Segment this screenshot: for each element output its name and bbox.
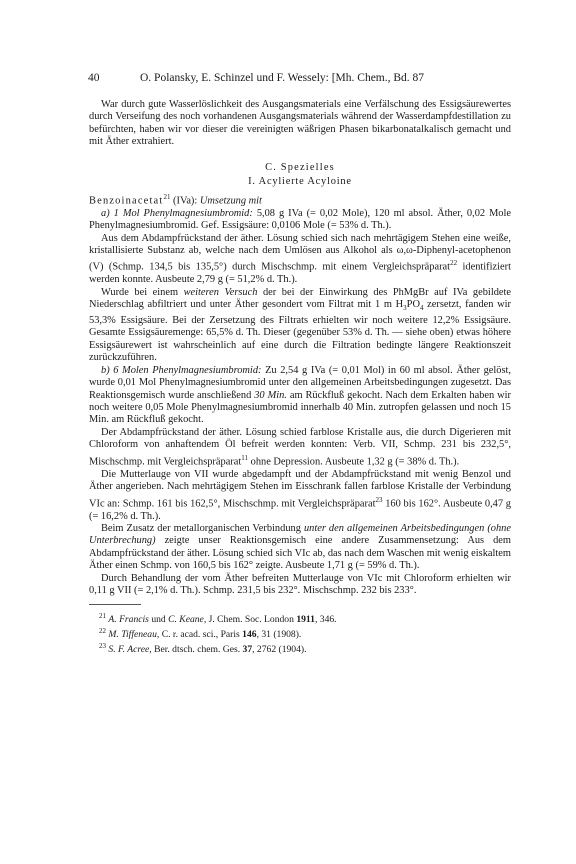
footnote-text: , J. Chem. Soc. London (203, 613, 297, 625)
paragraph-b-italic: 30 Min. (254, 389, 287, 401)
footnote (89, 611, 511, 626)
footnote-text: und (148, 613, 169, 625)
compound-subtitle: Umsetzung mit (199, 195, 262, 207)
footnote-number: 23 (99, 641, 106, 650)
footnote-number: 21 (99, 611, 106, 620)
paragraph-b-text: Zu 2,54 g IVa (= 0,01 Mol) in 60 ml absol. Äther gelöst, wurde 0,01 Mol Phenylmagnesiumbromid unter den allgemeinen Arbeitsbedingungen zugesetzt. Das Reaktionsgemisch wurde anschließend (89, 364, 511, 401)
footnote (89, 626, 511, 641)
paragraph-a (89, 208, 511, 233)
footnote-divider (89, 604, 141, 605)
paragraph-2-text: Aus dem Abdampfrückstand der äther. Lösung schied sich nach mehrtägigem Stehen eine weiße, kristallisierte Substanz ab, welche nach dem Umlösen aus Alkohol als ω,ω-Diphenyl-acetophenon (V) (Schmp. 134,5 bis 135,5°) durch Mischschmp. mit einem Vergleichspräparat (89, 232, 511, 273)
paragraph-4 (89, 427, 511, 469)
paragraph-5-text-cont: 160 bis 162°. Ausbeute 0,47 g (= 16,2% d. Th.). (89, 498, 511, 522)
paragraph-3-formula: PO (406, 299, 420, 311)
footnote (89, 641, 511, 656)
footnote-author: A. Francis (108, 613, 149, 625)
paragraph-3-text-end: zersetzt, fanden wir 53,3% Essigsäure. Bei der Zersetzung des Filtrats erhielten wir noch weitere 12,2% Essigsäure. Gesamte Essigsäuremenge: 65,5% d. Th. Dieser (gegenüber 53% d. Th. — siehe oben) etwas höhere Essigsäurewert ist wahrscheinlich auf eine durch die Filtration bedingte längere Reaktionszeit zurückzuführen. (89, 299, 511, 364)
footnote-ref: 22 (450, 259, 458, 268)
footnote-author: M. Tiffeneau (108, 628, 157, 640)
footnote-volume: 37 (242, 643, 253, 655)
paragraph-6 (89, 523, 511, 573)
subscript: 4 (419, 304, 424, 313)
compound-heading (89, 191, 511, 208)
paragraph-a-label: a) 1 Mol Phenylmagnesiumbromid: (101, 207, 253, 219)
paragraph-3 (89, 287, 511, 365)
intro-paragraph: War durch gute Wasserlöslichkeit des Ausgangsmaterials eine Verfälschung des Essigsäurewertes durch Verseifung des noch vorhandenen Ausgangsmaterials während der Wasserdampfdestillation zu befürchten, haben wir vor dieser die vereinigten wäßrigen Phasen bikarbonatalkalisch gemacht und mit Äther extrahiert. (89, 99, 511, 148)
page-number: 40 (88, 72, 100, 84)
paragraph-4-text-cont: ohne Depression. Ausbeute 1,32 g (= 38% d. Th.). (248, 456, 460, 468)
footnote-text: , 2762 (1904). (252, 643, 307, 655)
footnote-text: , C. r. acad. sci., Paris (156, 628, 243, 640)
subscript: 3 (403, 304, 407, 313)
paragraph-3-text: Wurde bei einem (101, 286, 184, 298)
footnote-volume: 146 (242, 628, 257, 640)
footnotes (89, 611, 511, 656)
compound-name: Benzoinacetat (89, 195, 164, 207)
compound-label: (IVa): (170, 195, 200, 207)
paragraph-5 (89, 469, 511, 523)
footnote-ref: 11 (241, 453, 249, 462)
paragraph-4-text: Der Abdampfrückstand der äther. Lösung schied farblose Kristalle aus, die durch Digerieren mit Chloroform von anhaftendem Öl befreit werden konnten: Verb. VII, Schmp. 231 bis 232,5°, Mischschmp. mit Vergleichspräparat (89, 426, 511, 468)
paragraph-b-label: b) 6 Molen Phenylmagnesiumbromid: (101, 364, 262, 376)
paragraph-2 (89, 233, 511, 287)
section-heading: C. Spezielles (265, 161, 335, 173)
footnote-text: , 346. (314, 613, 337, 625)
footnote-number: 22 (99, 626, 106, 635)
article-body (89, 99, 511, 656)
paragraph-3-text-cont: der bei der Einwirkung des PhMgBr auf IVa gebildete Niederschlag abfiltriert und unter Äther gesondert vom Filtrat mit 1 m H (89, 286, 512, 311)
footnote-volume: 1911 (296, 613, 315, 625)
subsection-heading: I. Acylierte Acyloine (248, 176, 352, 188)
paragraph-6-text: Beim Zusatz der metallorganischen Verbindung (101, 523, 304, 534)
footnote-text: , 31 (1908). (256, 628, 302, 640)
paragraph-2-text-cont: identifiziert werden konnte. Ausbeute 2,79 g (= 51,2% d. Th.). (89, 261, 511, 286)
footnote-author: S. F. Acree (108, 643, 150, 655)
footnote-ref: 21 (163, 192, 171, 201)
paragraph-b (89, 365, 511, 427)
footnote-ref: 23 (375, 495, 383, 504)
running-title: O. Polansky, E. Schinzel und F. Wessely: [Mh. Chem., Bd. 87 (140, 72, 425, 84)
paragraph-6-text-cont: zeigte unser Reaktionsgemisch eine andere Zusammensetzung: Aus dem Abdampfrückstand der äther. Lösung schied sich VIc ab, das nach dem Waschen mit wenig eiskaltem Äther einen Schmp. von 160,5 bis 162° zeigte. Ausbeute 1,71 g (= 59% d. Th.). (89, 535, 511, 572)
paragraph-5-text: Die Mutterlauge von VII wurde abgedampft und der Abdampfrückstand mit wenig Benzol und Äther angerieben. Nach mehrtägigem Stehen im Eisschrank fallen farblose Kristalle der Verbindung VIc an: Schmp. 161 bis 162,5°, Mischschmp. mit Vergleichspräparat (89, 468, 511, 510)
paragraph-3-italic: weiteren Versuch (183, 286, 258, 298)
paragraph-7: Durch Behandlung der vom Äther befreiten Mutterlauge von VIc mit Chloroform erhielten wir 0,11 g VII (= 2,1% d. Th.). Schmp. 231,5 bis 232°. Mischschmp. 232 bis 233°. (89, 572, 511, 597)
footnote-author: C. Keane (168, 613, 204, 625)
paragraph-b-text-cont: am Rückfluß gekocht. Nach dem Erkalten haben wir noch weitere 0,05 Mole Phenylmagnesiumbromid innerhalb 40 Min. zutropfen gelassen und noch 15 Min. am Rückfluß gekocht. (89, 389, 511, 426)
paragraph-a-text: 5,08 g IVa (= 0,02 Mole), 120 ml absol. Äther, 0,02 Mole Phenylmagnesiumbromid. Gef. Essigsäure: 0,0106 Mole (= 53% d. Th.). (89, 207, 512, 232)
footnote-text: , Ber. dtsch. chem. Ges. (149, 643, 243, 655)
paragraph-6-italic: unter den allgemeinen Arbeitsbedingungen (ohne Unterbrechung) (89, 523, 511, 547)
